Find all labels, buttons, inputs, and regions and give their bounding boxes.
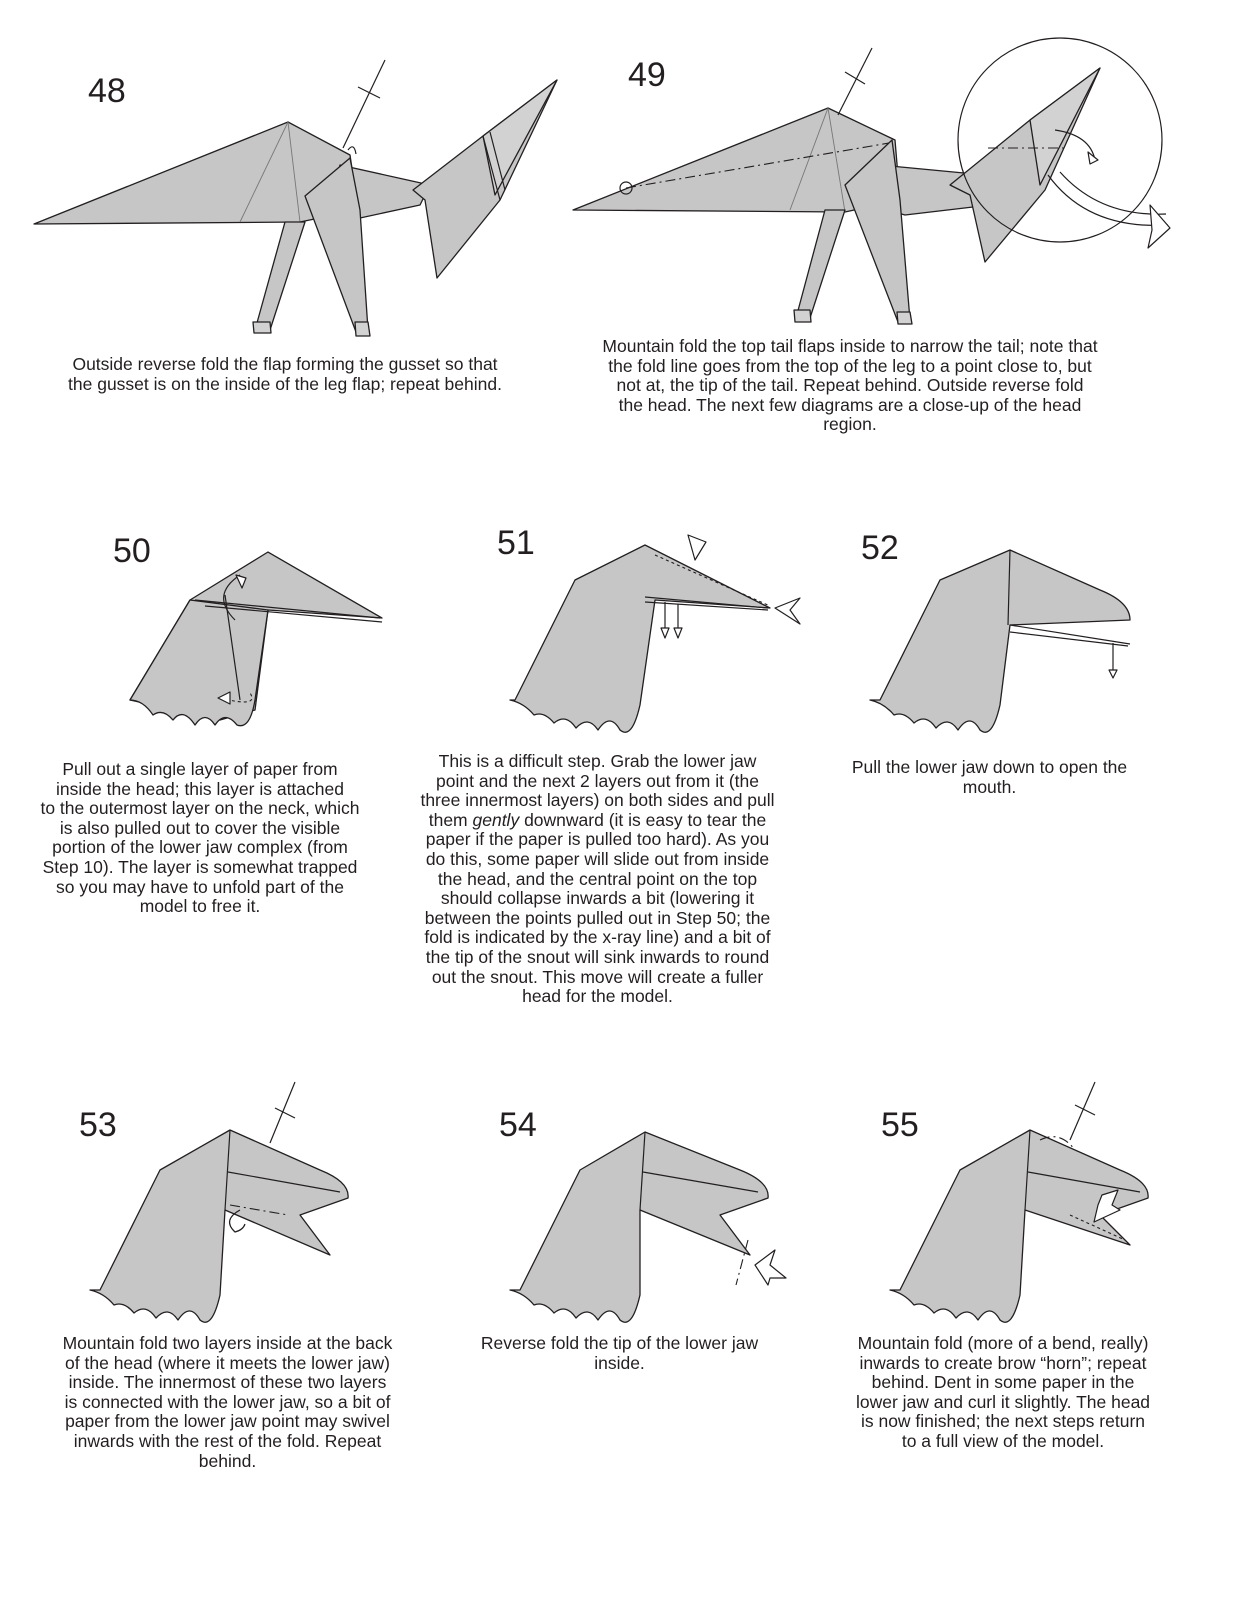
step-caption: Mountain fold the top tail flaps inside to narrow the tail; note that the fold line goes from the top of the leg to a point close to, but not at, the tip of the tail. Repeat behind. Outside reverse fold the head. The next few diagrams are a close-up of the head region. [602,336,1098,435]
step-51-figure [510,535,800,732]
step-54-figure [510,1132,786,1322]
step-caption: Reverse fold the tip of the lower jaw inside. [480,1333,759,1373]
step-number: 54 [499,1106,537,1144]
step-53-figure [90,1082,348,1322]
step-number: 53 [79,1106,117,1144]
step-caption: Pull the lower jaw down to open the mouth. [851,757,1128,797]
step-caption: Mountain fold two layers inside at the back of the head (where it meets the lower jaw) inside. The innermost of these two layers is connected with the lower jaw, so a bit of paper from the lower jaw point may swivel inwards with the rest of the fold. Repeat behind. [62,1333,393,1471]
step-number: 50 [113,532,151,570]
step-number: 51 [497,524,535,562]
step-55-figure [890,1082,1148,1322]
step-caption: This is a difficult step. Grab the lower jaw point and the next 2 layers out from it (the three innermost layers) on both sides and pull them gently downward (it is easy to tear the paper if the paper is pulled too hard). As you do this, some paper will slide out from inside the head, and the central point on the top should collapse inwards a bit (lowering it between the points pulled out in Step 50; the fold is indicated by the x-ray line) and a bit of the tip of the snout will sink inwards to round out the snout. This move will create a fuller head for the model. [420,751,775,1007]
step-caption: Outside reverse fold the flap forming the gusset so that the gusset is on the inside of the leg flap; repeat behind. [68,354,502,394]
step-52-figure [870,550,1130,732]
step-number: 49 [628,56,666,94]
emphasis-text: gently [472,809,520,830]
step-number: 48 [88,72,126,110]
step-50-figure [130,552,382,726]
step-caption: Mountain fold (more of a bend, really) inwards to create brow “horn”; repeat behind. Dent in some paper in the lower jaw and curl it slightly. The head is now finished; the next steps return to a full view of the model. [855,1333,1151,1451]
step-number: 55 [881,1106,919,1144]
step-number: 52 [861,529,899,567]
step-caption: Pull out a single layer of paper from inside the head; this layer is attached to the outermost layer on the neck, which is also pulled out to cover the visible portion of the lower jaw complex (from Step 10). The layer is somewhat trapped so you may have to unfold part of the model to free it. [40,759,360,917]
